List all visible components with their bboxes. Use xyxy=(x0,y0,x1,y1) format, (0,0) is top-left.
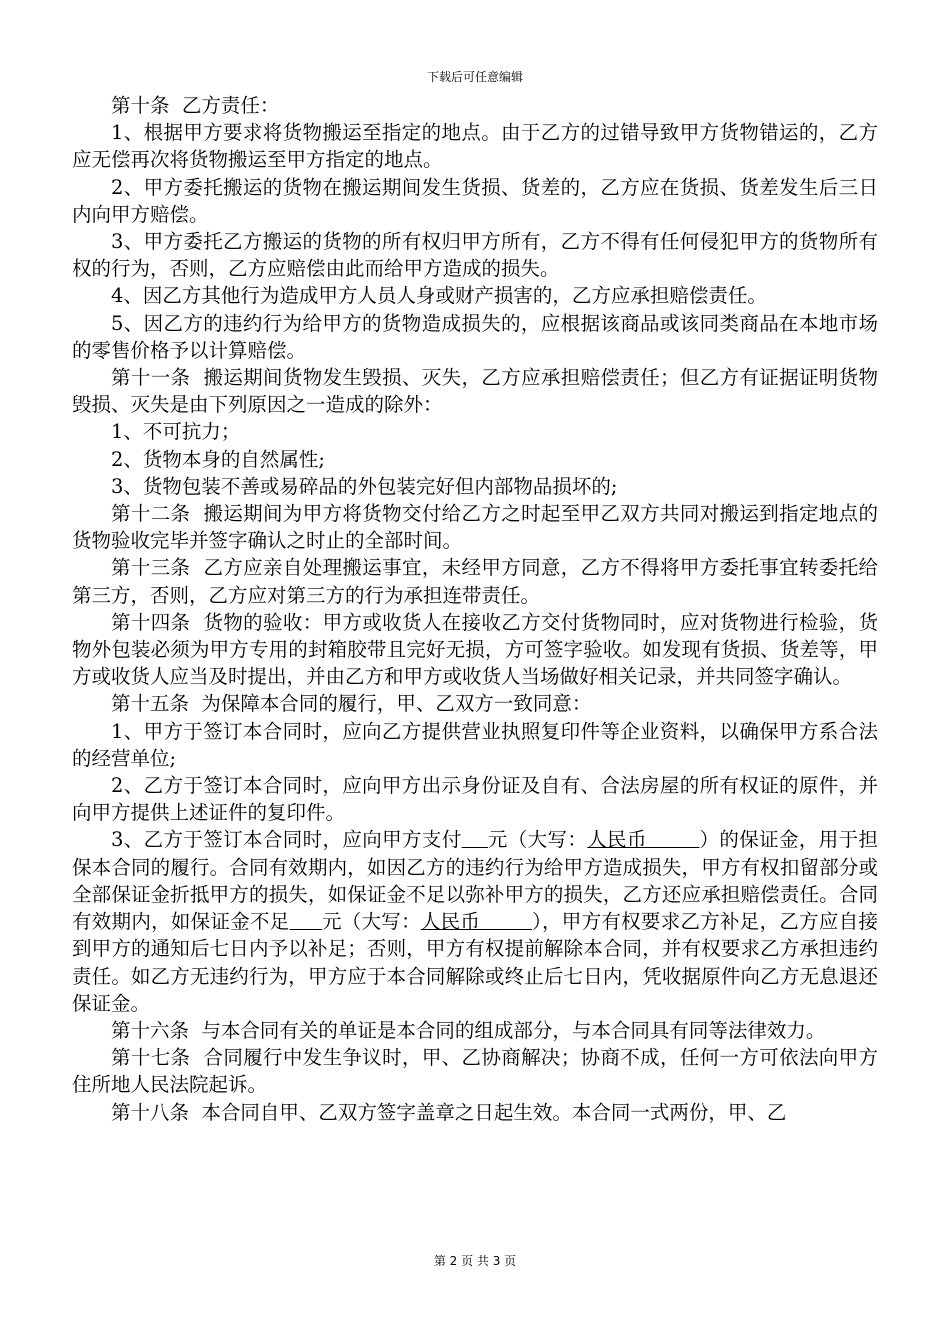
deposit-paragraph xyxy=(72,826,878,1016)
deposit-currency-blank: 人民币 xyxy=(587,828,700,852)
paragraph: 1、甲方于签订本合同时，应向乙方提供营业执照复印件等企业资料，以确保甲方系合法的经营单位; xyxy=(72,719,878,770)
paragraph: 1、根据甲方要求将货物搬运至指定的地点。由于乙方的过错导致甲方货物错运的，乙方应无偿再次将货物搬运至甲方指定的地点。 xyxy=(72,121,878,172)
shortfall-currency-blank: 人民币 xyxy=(420,910,532,934)
deposit-text: 元（大写： xyxy=(487,828,588,852)
deposit-amount-blank xyxy=(462,828,488,851)
paragraph: 1、不可抗力； xyxy=(111,420,241,444)
paragraph: 第十六条 与本合同有关的单证是本合同的组成部分，与本合同具有同等法律效力。 xyxy=(111,1018,826,1042)
page-footer: 第 2 页 共 3 页 xyxy=(433,1254,517,1268)
paragraph: 第十八条 本合同自甲、乙双方签字盖章之日起生效。本合同一式两份，甲、乙 xyxy=(111,1100,787,1124)
contract-body xyxy=(72,92,878,1126)
paragraph: 第十七条 合同履行中发生争议时，甲、乙协商解决；协商不成，任何一方可依法向甲方住所地人民法院起诉。 xyxy=(72,1046,878,1097)
paragraph: 第十五条 为保障本合同的履行，甲、乙双方一致同意： xyxy=(111,692,592,716)
paragraph: 5、因乙方的违约行为给甲方的货物造成损失的，应根据该商品或该同类商品在本地市场的零售价格予以计算赔偿。 xyxy=(72,311,878,362)
paragraph: 第十一条 搬运期间货物发生毁损、灭失，乙方应承担赔偿责任；但乙方有证据证明货物毁损、灭失是由下列原因之一造成的除外： xyxy=(72,366,878,417)
paragraph: 2、货物本身的自然属性; xyxy=(111,447,325,471)
paragraph: 第十三条 乙方应亲自处理搬运事宜，未经甲方同意，乙方不得将甲方委托事宜转委托给第三方，否则，乙方应对第三方的行为承担连带责任。 xyxy=(72,556,878,607)
deposit-text: 元（大写： xyxy=(321,910,421,934)
paragraph: 2、乙方于签订本合同时，应向甲方出示身份证及自有、合法房屋的所有权证的原件，并向甲方提供上述证件的复印件。 xyxy=(72,774,878,825)
page-header: 下载后可任意编辑 xyxy=(426,70,523,84)
shortfall-amount-blank xyxy=(290,910,322,933)
paragraph: 3、甲方委托乙方搬运的货物的所有权归甲方所有，乙方不得有任何侵犯甲方的货物所有权的行为，否则，乙方应赔偿由此而给甲方造成的损失。 xyxy=(72,230,878,281)
paragraph: 第十条 乙方责任： xyxy=(111,94,280,117)
paragraph: 第十二条 搬运期间为甲方将货物交付给乙方之时起至甲乙双方共同对搬运到指定地点的货物验收完毕并签字确认之时止的全部时间。 xyxy=(72,502,878,553)
paragraph: 3、货物包装不善或易碎品的外包装完好但内部物品损坏的; xyxy=(111,474,618,498)
paragraph: 4、因乙方其他行为造成甲方人员人身或财产损害的，乙方应承担赔偿责任。 xyxy=(111,284,767,308)
deposit-text: ）的保证金，用于担保本合同的履行。合同有效期内，如因乙方的违约行为给甲方造成损失，甲方有权扣留部分或全部保证金折抵甲方的损失，如保证金不足以弥补甲方的损失，乙方还应承担赔偿责任。合同有效期内，如保证金不足 xyxy=(72,828,878,934)
paragraph: 第十四条 货物的验收：甲方或收货人在接收乙方交付货物同时，应对货物进行检验，货物外包装必须为甲方专用的封箱胶带且完好无损，方可签字验收。如发现有货损、货差等，甲方或收货人应当及时提出，并由乙方和甲方或收货人当场做好相关记录，并共同签字确认。 xyxy=(72,610,878,689)
deposit-text: 3、乙方于签订本合同时，应向甲方支付 xyxy=(111,828,462,852)
paragraph: 2、甲方委托搬运的货物在搬运期间发生货损、货差的，乙方应在货损、货差发生后三日内向甲方赔偿。 xyxy=(72,175,878,226)
deposit-text: ），甲方有权要求乙方补足，乙方应自接到甲方的通知后七日内予以补足；否则，甲方有权提前解除本合同，并有权要求乙方承担违约责任。如乙方无违约行为，甲方应于本合同解除或终止后七日内，凭收据原件向乙方无息退还保证金。 xyxy=(72,910,878,1015)
